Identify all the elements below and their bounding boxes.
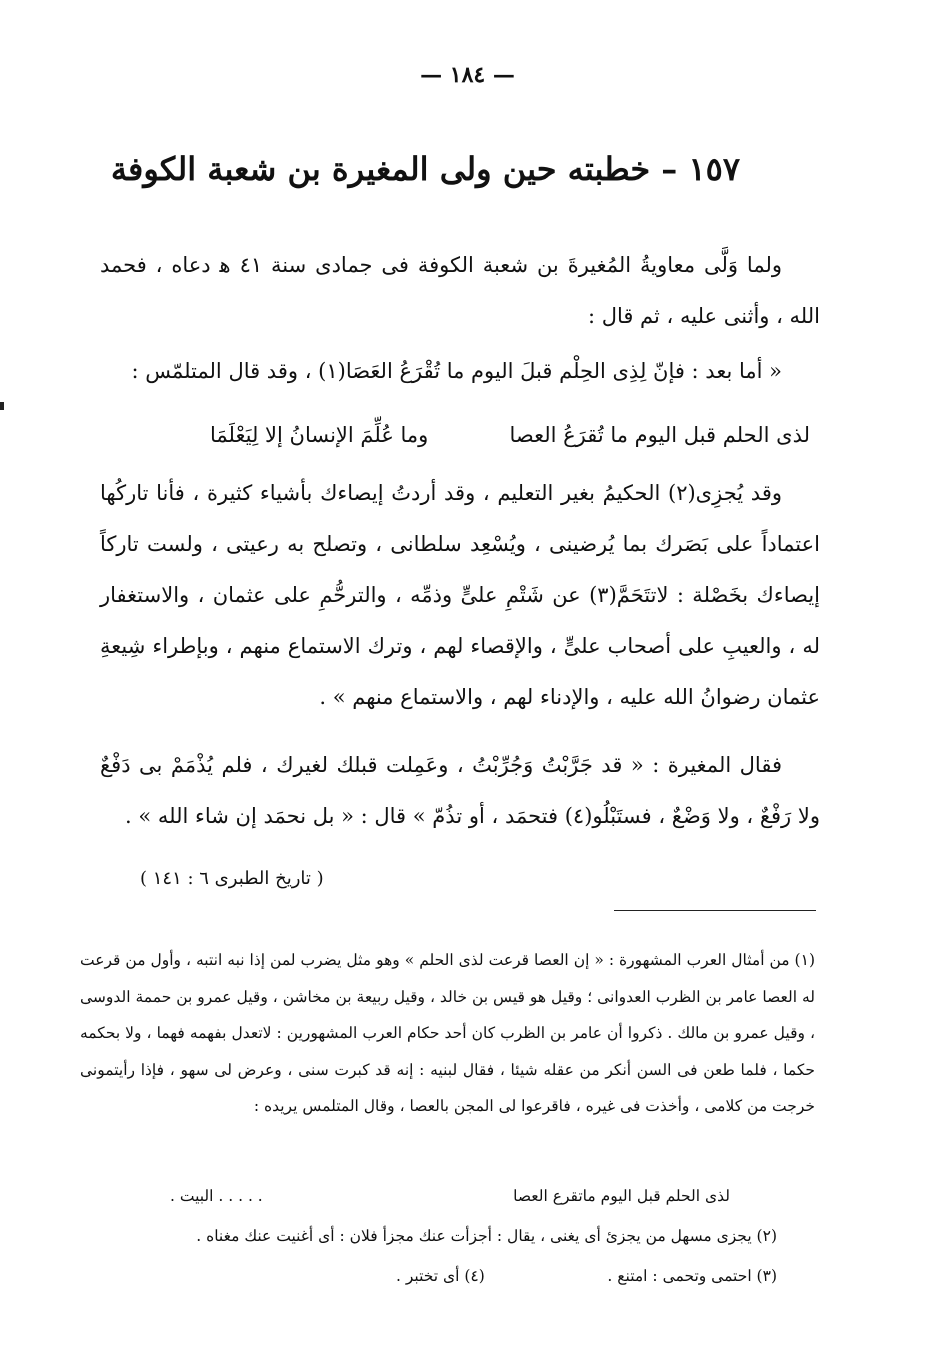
footnote-verse-second: . . . . . البيت . (170, 1187, 263, 1205)
footnote-verse-first: لذى الحلم قبل اليوم ماتقرع العصا (513, 1187, 730, 1205)
footnote-1 (80, 942, 815, 1125)
speech-body-text: وقد يُجزِى(٢) الحكيمُ بغير التعليم ، وقد أردتُ إيصاءك بأشياء كثيرة ، فأنا تاركُها اعتماداً على بَصَرك بما يُرضينى ، ويُسْعِد سلطانى ، وتصلح به رعيتى ، ولست تاركاً إيصاءك بخَصْلة : لاتتَحَمَّ(٣) عن شَتْمِ علىٍّ وذمِّه ، والترحُّمِ على عثمان ، والاستغفار له ، والعيبِ على أصحاب علىٍّ ، والإقصاء لهم ، وترك الاستماع منهم ، وبإطراء شِيعةِ عثمان رضوانُ الله عليه ، والإدناء لهم ، والاستماع منهم » . (100, 481, 820, 709)
footnote-3: (٣) احتمى وتحمى : امتنع . (607, 1267, 777, 1285)
page-title: ١٥٧ – خطبته حين ولى المغيرة بن شعبة الكوفة (110, 150, 740, 188)
footnote-4: (٤) أى تختبر . (396, 1267, 485, 1285)
reply-paragraph (100, 740, 820, 842)
intro-paragraph (100, 240, 820, 342)
verse-second-hemistich: وما عُلِّمَ الإنسانُ إلا لِيَعْلَمَا (210, 423, 429, 447)
footnote-2: (٢) يجزى مسهل من يجزئ أى يغنى ، يقال : أجزأت عنك مجزأ فلان : أى أغنيت عنك مغناه . (196, 1227, 777, 1245)
footnote-1-text: (١) من أمثال العرب المشهورة : « إن العصا قرعت لذى الحلم » وهو مثل يضرب لمن إذا نبه انتبه ، وأول من قرعت له العصا عامر بن الظرب العدوانى ؛ وقيل هو قيس بن خالد ، وقيل ربيعة بن مخاشن ، وقيل عمرو بن حممة الدوسى ، وقيل عمرو بن مالك . ذكروا أن عامر بن الظرب كان أحد حكام العرب المشهورين : لاتعدل بفهمه فهما ، ولا بحكمه حكما ، فلما طعن فى السن أنكر من عقله شيئا ، فقال لبنيه : إنه قد كبرت سنى ، وعرض لى سهو ، فإذا رأيتمونى خرجت من كلامى ، وأخذت فى غيره ، فاقرعوا لى المجن بالعصا ، وقال المتلمس يريده : (80, 951, 815, 1115)
page-number: — ١٨٤ — (420, 62, 515, 88)
reply-text: فقال المغيرة : « قد جَرَّبْتُ وَجُرِّبْتُ ، وعَمِلت قبلك لغيرك ، فلم يُذْمَمْ بى دَفْعٌ ولا رَفْعٌ ، ولا وَضْعٌ ، فستَبْلُو(٤) فتحمَد ، أو تذُمّ » قال : « بل نحمَد إن شاء الله » . (100, 753, 820, 828)
speech-opening (100, 346, 820, 397)
intro-text: ولما وَلَّى معاويةُ المُغيرةَ بن شعبة الكوفة فى جمادى سنة ٤١ ﻫ دعاه ، فحمد الله ، وأثنى عليه ، ثم قال : (100, 253, 820, 328)
speech-paragraph (100, 468, 820, 723)
scan-mark (0, 402, 4, 410)
speech-start-text: « أما بعد : فإنّ لِذِى الحِلْم قبلَ اليوم ما تُقْرَعُ العَصَا(١) ، وقد قال المتلمّس : (131, 359, 782, 383)
source-citation: ( تاريخ الطبرى ٦ : ١٤١ ) (140, 868, 324, 889)
footnote-divider (614, 910, 816, 911)
verse-first-hemistich: لذى الحلم قبل اليوم ما تُقرَعُ العصا (509, 423, 810, 447)
